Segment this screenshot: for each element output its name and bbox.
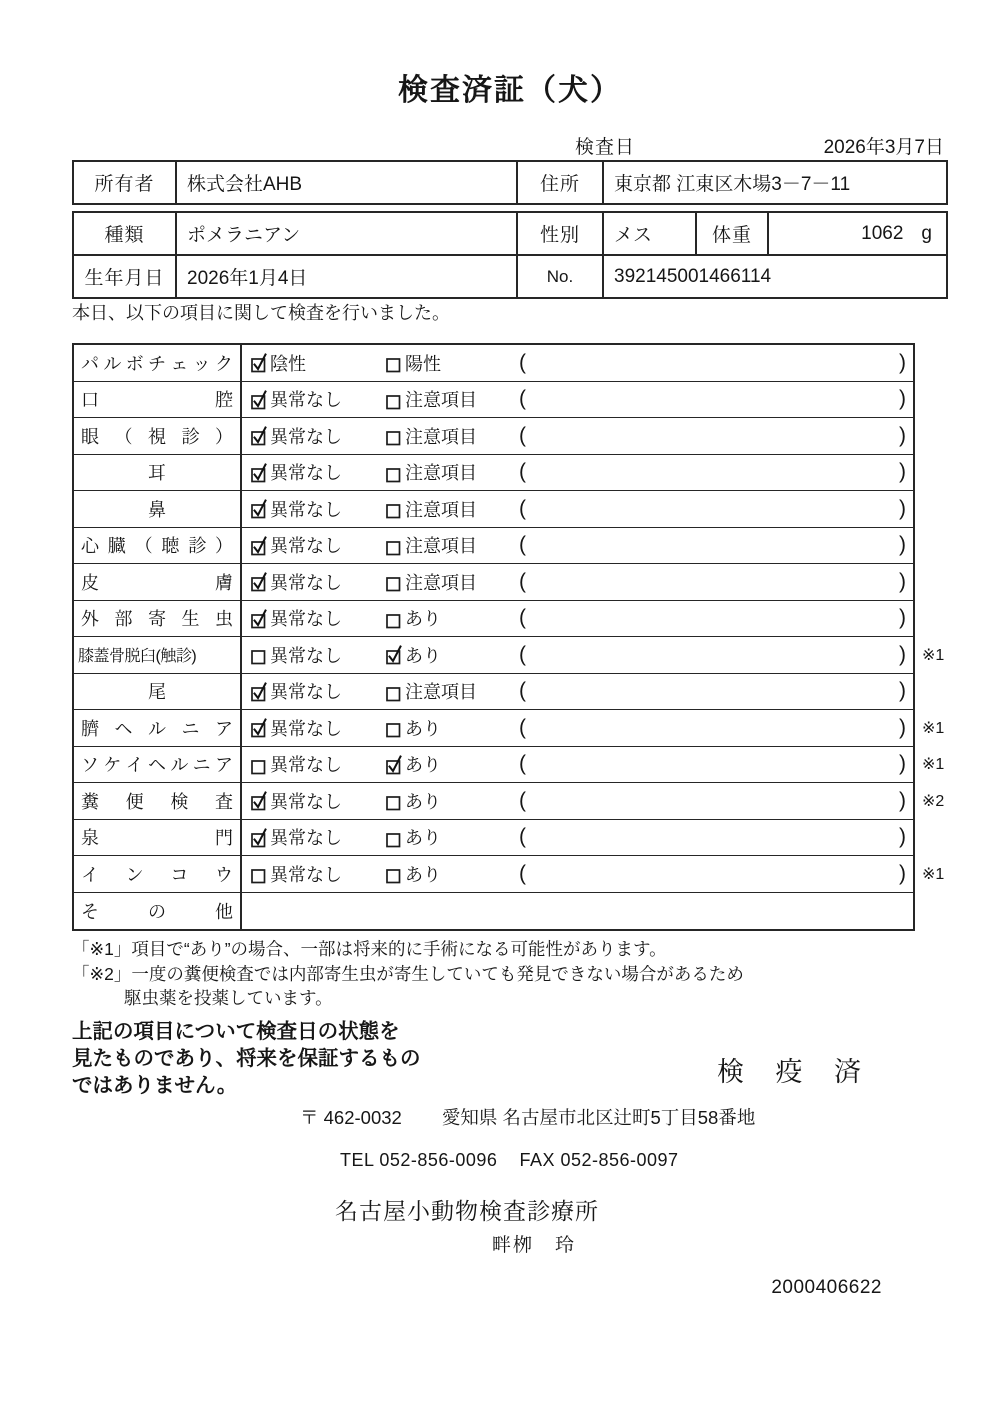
- checklist-row: [74, 856, 945, 893]
- paren-open: (: [519, 387, 526, 411]
- option-1: [250, 382, 342, 418]
- intro-text: 本日、以下の項目に関して検査を行いました。: [72, 303, 450, 323]
- address-label: 住所: [518, 162, 604, 203]
- option-label: 注意項目: [405, 463, 477, 484]
- option-2: [385, 528, 477, 564]
- option-2: [385, 455, 477, 491]
- option-1: [250, 491, 342, 527]
- paren-open: (: [519, 861, 526, 885]
- row-content: [242, 637, 913, 673]
- option-2: [385, 491, 477, 527]
- row-content: [242, 564, 913, 600]
- item-label: パ ル ボ チ ェ ッ ク: [74, 345, 242, 381]
- option-2: [385, 783, 441, 819]
- page-title: 検査済証（犬）: [398, 74, 622, 107]
- footnote-1: 「※1」項目で“あり”の場合、一部は将来的に手術になる可能性があります。: [72, 939, 667, 959]
- item-label: 膝蓋骨脱臼(触診): [74, 637, 242, 673]
- row-content: [242, 893, 913, 930]
- option-1: [250, 601, 342, 637]
- option-label: あり: [405, 864, 441, 885]
- checkbox-empty-icon: [385, 827, 403, 848]
- item-label: 臍 ヘ ル ニ ア: [74, 710, 242, 746]
- paren-close: ): [899, 533, 906, 557]
- option-label: あり: [405, 645, 441, 666]
- option-label: 陰性: [270, 353, 306, 374]
- option-label: あり: [405, 718, 441, 739]
- option-2: [385, 564, 477, 600]
- disclaimer-block: [72, 1018, 948, 1100]
- checkbox-empty-icon: [385, 571, 403, 592]
- option-2: [385, 820, 441, 856]
- option-2: [385, 345, 441, 381]
- checkbox-checked-icon: [250, 498, 268, 519]
- checkbox-empty-icon: [250, 754, 268, 775]
- row-content: [242, 674, 913, 710]
- checkbox-empty-icon: [385, 608, 403, 629]
- option-label: あり: [405, 828, 441, 849]
- exam-date-label: 検査日: [575, 137, 636, 158]
- row-content: [242, 747, 913, 783]
- footnote-mark: ※2: [922, 792, 945, 810]
- paren-close: ): [899, 752, 906, 776]
- quarantine-passed-stamp: 検 疫 済: [717, 1057, 874, 1087]
- weight-unit: g: [921, 222, 932, 244]
- breed-value: ポメラニアン: [177, 213, 518, 254]
- disclaimer-line-2: 見たものであり、将来を保証するもの: [72, 1047, 421, 1070]
- option-label: 注意項目: [405, 499, 477, 520]
- exam-date-row: [72, 130, 948, 158]
- footnote-mark: ※1: [922, 719, 945, 737]
- checkbox-checked-icon: [250, 389, 268, 410]
- checkbox-empty-icon: [385, 498, 403, 519]
- paren-open: (: [519, 606, 526, 630]
- checklist-row: [74, 345, 913, 382]
- option-label: 注意項目: [405, 682, 477, 703]
- footnote-2: 「※2」一度の糞便検査では内部寄生虫が寄生していても発見できない場合があるため: [72, 964, 744, 984]
- option-1: [250, 637, 342, 673]
- paren-open: (: [519, 569, 526, 593]
- option-label: 注意項目: [405, 426, 477, 447]
- item-label: 糞 便 検 査: [74, 783, 242, 819]
- checkbox-empty-icon: [385, 863, 403, 884]
- postal-code: 〒 462-0032: [300, 1107, 402, 1128]
- paren-open: (: [519, 642, 526, 666]
- checkbox-empty-icon: [250, 644, 268, 665]
- option-label: 異常なし: [270, 499, 342, 520]
- paren-open: (: [519, 825, 526, 849]
- item-label: 口 腔: [74, 382, 242, 418]
- clinic-name: 名古屋小動物検査診療所: [335, 1198, 599, 1224]
- serial-number: 2000406622: [771, 1277, 882, 1298]
- checklist-row: [74, 820, 913, 857]
- checklist-row: [74, 601, 913, 638]
- paren-close: ): [899, 642, 906, 666]
- checkbox-checked-icon: [250, 827, 268, 848]
- option-label: あり: [405, 791, 441, 812]
- checkbox-checked-icon: [385, 754, 403, 775]
- footnote-mark: ※1: [922, 756, 945, 774]
- no-value: 392145001466114: [614, 265, 772, 287]
- veterinarian-name: 畔栁 玲: [492, 1235, 577, 1256]
- item-label: 耳: [74, 455, 242, 491]
- option-label: 注意項目: [405, 390, 477, 411]
- option-label: 注意項目: [405, 536, 477, 557]
- option-1: [250, 783, 342, 819]
- checkbox-empty-icon: [385, 389, 403, 410]
- row-content: [242, 491, 913, 527]
- checkbox-checked-icon: [385, 644, 403, 665]
- paren-open: (: [519, 752, 526, 776]
- option-2: [385, 674, 477, 710]
- paren-open: (: [519, 533, 526, 557]
- row-content: [242, 382, 913, 418]
- paren-open: (: [519, 460, 526, 484]
- paren-open: (: [519, 715, 526, 739]
- checkbox-empty-icon: [385, 790, 403, 811]
- row-content: [242, 710, 913, 746]
- clinic-tel: TEL 052-856-0096: [340, 1150, 498, 1170]
- item-label: 鼻: [74, 491, 242, 527]
- option-1: [250, 856, 342, 892]
- weight-label: 体重: [697, 213, 769, 254]
- clinic-postal-line: [300, 1104, 948, 1130]
- option-label: 異常なし: [270, 755, 342, 776]
- paren-open: (: [519, 423, 526, 447]
- checklist-row: [74, 893, 913, 930]
- checklist-row: [74, 674, 913, 711]
- footnote-mark: ※1: [922, 646, 945, 664]
- owner-table: [72, 160, 948, 205]
- item-label: ソ ケ イ ヘ ル ニ ア: [74, 747, 242, 783]
- footnote-mark: ※1: [922, 865, 945, 883]
- paren-close: ): [899, 679, 906, 703]
- checklist-row: [74, 637, 945, 674]
- paren-close: ): [899, 460, 906, 484]
- option-label: 異常なし: [270, 609, 342, 630]
- option-label: 異常なし: [270, 645, 342, 666]
- checklist-row: [74, 418, 913, 455]
- checkbox-checked-icon: [250, 608, 268, 629]
- option-label: 異常なし: [270, 463, 342, 484]
- option-1: [250, 820, 342, 856]
- option-1: [250, 455, 342, 491]
- checkbox-empty-icon: [385, 462, 403, 483]
- clinic-fax: FAX 052-856-0097: [519, 1150, 679, 1170]
- animal-table-row-1: [74, 213, 946, 256]
- no-label: No.: [518, 256, 604, 297]
- address-value: 東京都 江東区木場3－7－11: [614, 174, 851, 195]
- option-label: あり: [405, 755, 441, 776]
- paren-close: ): [899, 387, 906, 411]
- option-label: 異常なし: [270, 791, 342, 812]
- sex-value: メス: [604, 213, 697, 254]
- option-label: あり: [405, 609, 441, 630]
- checklist-row: [74, 564, 913, 601]
- row-content: [242, 345, 913, 381]
- row-content: [242, 820, 913, 856]
- row-content: [242, 783, 913, 819]
- option-1: [250, 710, 342, 746]
- option-1: [250, 747, 342, 783]
- item-label: 眼 （ 視 診 ）: [74, 418, 242, 454]
- option-1: [250, 564, 342, 600]
- paren-close: ): [899, 569, 906, 593]
- row-content: [242, 528, 913, 564]
- option-1: [250, 674, 342, 710]
- paren-close: ): [899, 715, 906, 739]
- option-2: [385, 601, 441, 637]
- checklist-row: [74, 747, 945, 784]
- checklist-row: [74, 528, 913, 565]
- paren-close: ): [899, 350, 906, 374]
- checkbox-empty-icon: [250, 863, 268, 884]
- option-1: [250, 345, 306, 381]
- checklist-row: [74, 783, 945, 820]
- paren-open: (: [519, 350, 526, 374]
- option-label: 異常なし: [270, 390, 342, 411]
- checklist-row: [74, 382, 913, 419]
- weight-value: 1062: [861, 222, 904, 244]
- checkbox-empty-icon: [385, 425, 403, 446]
- birth-label: 生年月日: [74, 256, 177, 297]
- item-label: 泉 門: [74, 820, 242, 856]
- clinic-address: 愛知県 名古屋市北区辻町5丁目58番地: [441, 1107, 756, 1128]
- paren-close: ): [899, 496, 906, 520]
- row-content: [242, 601, 913, 637]
- clinic-tel-fax-line: [340, 1150, 948, 1171]
- item-label: 心 臓 （ 聴 診 ）: [74, 528, 242, 564]
- option-label: 異常なし: [270, 572, 342, 593]
- weight-cell: [769, 213, 946, 254]
- checkbox-empty-icon: [385, 352, 403, 373]
- animal-table: [72, 211, 948, 299]
- paren-close: ): [899, 606, 906, 630]
- disclaimer-line-3: ではありません。: [72, 1074, 238, 1097]
- row-content: [242, 418, 913, 454]
- checkbox-checked-icon: [250, 717, 268, 738]
- checkbox-checked-icon: [250, 425, 268, 446]
- sex-label: 性別: [518, 213, 604, 254]
- option-1: [250, 418, 342, 454]
- option-1: [250, 528, 342, 564]
- item-label: 外 部 寄 生 虫: [74, 601, 242, 637]
- option-label: 異常なし: [270, 718, 342, 739]
- paren-open: (: [519, 496, 526, 520]
- option-2: [385, 710, 441, 746]
- checklist-row: [74, 491, 913, 528]
- item-label: イ ン コ ウ: [74, 856, 242, 892]
- option-2: [385, 747, 441, 783]
- option-label: 異常なし: [270, 426, 342, 447]
- checklist-table: [72, 343, 945, 931]
- option-2: [385, 856, 441, 892]
- row-content: [242, 455, 913, 491]
- paren-close: ): [899, 788, 906, 812]
- paren-open: (: [519, 788, 526, 812]
- paren-close: ): [899, 825, 906, 849]
- animal-table-row-2: [74, 256, 946, 297]
- option-2: [385, 418, 477, 454]
- checkbox-checked-icon: [250, 681, 268, 702]
- checklist-row: [74, 710, 945, 747]
- item-label: 尾: [74, 674, 242, 710]
- owner-label: 所有者: [74, 162, 177, 203]
- item-label: 皮 膚: [74, 564, 242, 600]
- option-label: 異常なし: [270, 828, 342, 849]
- option-label: 注意項目: [405, 572, 477, 593]
- option-label: 異常なし: [270, 536, 342, 557]
- option-2: [385, 637, 441, 673]
- disclaimer-line-1: 上記の項目について検査日の状態を: [72, 1020, 400, 1043]
- breed-label: 種類: [74, 213, 177, 254]
- paren-close: ): [899, 861, 906, 885]
- row-content: [242, 856, 913, 892]
- option-2: [385, 382, 477, 418]
- birth-value: 2026年1月4日: [177, 256, 518, 297]
- checklist-row: [74, 455, 913, 492]
- checkbox-checked-icon: [250, 790, 268, 811]
- checkbox-checked-icon: [250, 462, 268, 483]
- checkbox-empty-icon: [385, 717, 403, 738]
- checkbox-empty-icon: [385, 535, 403, 556]
- checkbox-empty-icon: [385, 681, 403, 702]
- option-label: 陽性: [405, 353, 441, 374]
- option-label: 異常なし: [270, 864, 342, 885]
- checkbox-checked-icon: [250, 535, 268, 556]
- paren-close: ): [899, 423, 906, 447]
- checkbox-checked-icon: [250, 352, 268, 373]
- item-label: そ の 他: [74, 893, 242, 930]
- footnote-2-continued: 駆虫薬を投薬しています。: [124, 988, 333, 1008]
- option-label: 異常なし: [270, 682, 342, 703]
- owner-value: 株式会社AHB: [177, 162, 518, 203]
- paren-open: (: [519, 679, 526, 703]
- checkbox-checked-icon: [250, 571, 268, 592]
- exam-date-value: 2026年3月7日: [823, 137, 944, 158]
